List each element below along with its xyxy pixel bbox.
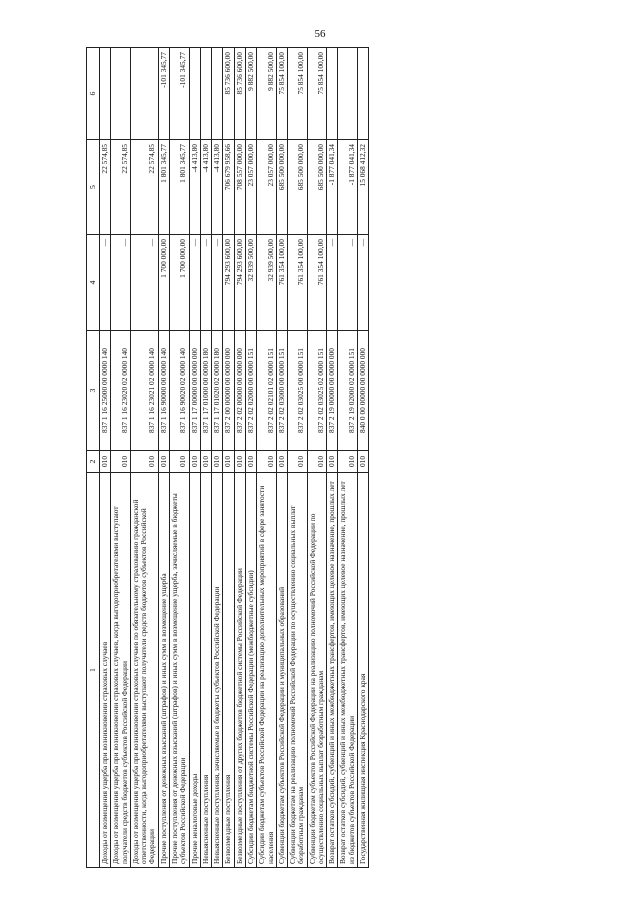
cell-c6: 75 854 100,00 (307, 48, 327, 140)
cell-c5: 22 574,85 (130, 140, 158, 235)
cell-c4: 794 293 600,00 (223, 235, 234, 331)
cell-c5: 706 679 958,66 (223, 140, 234, 235)
cell-name: Доходы от возмещения ущерба при возникновении страховых случаев (100, 473, 111, 868)
table-row (189, 48, 200, 868)
cell-kbk: 837 2 02 03000 00 0000 151 (276, 331, 287, 451)
cell-c5: -4 413,80 (200, 140, 211, 235)
header-cell: 6 (87, 48, 100, 140)
cell-kbk: 837 2 02 03025 00 0000 151 (288, 331, 308, 451)
cell-c6 (200, 48, 211, 140)
cell-code: 010 (212, 451, 223, 473)
cell-c4: — (327, 235, 338, 331)
cell-code: 010 (257, 451, 277, 473)
cell-c4: — (111, 235, 131, 331)
cell-name: Доходы от возмещения ущерба при возникновении страховых случаев, когда выгодоприобретателями выступают получатели средств бюджетов субъектов Российской Федерации (111, 473, 131, 868)
cell-c4: 761 354 100,00 (307, 235, 327, 331)
cell-kbk: 837 2 02 00000 00 0000 000 (234, 331, 245, 451)
cell-kbk: 837 2 02 02101 02 0000 151 (257, 331, 277, 451)
cell-c4: — (189, 235, 200, 331)
header-cell: 3 (87, 331, 100, 451)
cell-c6: 75 854 100,00 (288, 48, 308, 140)
cell-c5: -4 413,80 (189, 140, 200, 235)
cell-c6: 85 736 600,00 (234, 48, 245, 140)
rotated-page (86, 48, 596, 868)
header-cell: 5 (87, 140, 100, 235)
cell-code: 010 (223, 451, 234, 473)
table-row (130, 48, 158, 868)
cell-kbk: 837 2 19 00000 00 0000 000 (327, 331, 338, 451)
table-row (358, 48, 369, 868)
cell-c6 (212, 48, 223, 140)
cell-c6 (327, 48, 338, 140)
cell-name: Доходы от возмещения ущерба при возникновении страховых случаев по обязательному страхованию гражданской ответственности, когда выгодоприобретателями выступают получатели средств бюджетов субъектов Российской Федерации (130, 473, 158, 868)
cell-name: Субсидии бюджетам субъектов Российской Федерации на реализацию дополнительных мероприятий в сфере занятости населения (257, 473, 277, 868)
table-row (288, 48, 308, 868)
cell-kbk: 837 1 17 01000 00 0000 180 (200, 331, 211, 451)
cell-name: Прочие поступления от денежных взысканий (штрафов) и иных сумм в возмещение ущерба (158, 473, 169, 868)
cell-c6: -101 345,77 (158, 48, 169, 140)
cell-c4: 32 939 500,00 (257, 235, 277, 331)
cell-name: Субвенции бюджетам субъектов Российской Федерации и муниципальных образований (276, 473, 287, 868)
cell-c6 (100, 48, 111, 140)
cell-c5: -4 413,80 (212, 140, 223, 235)
cell-c6: -101 345,77 (169, 48, 189, 140)
table-row (212, 48, 223, 868)
cell-kbk: 837 2 00 00000 00 0000 000 (223, 331, 234, 451)
cell-c4: — (212, 235, 223, 331)
cell-kbk: 840 0 00 00000 00 0000 000 (358, 331, 369, 451)
cell-c4: — (358, 235, 369, 331)
cell-c5: -1 877 041,34 (338, 140, 358, 235)
cell-c5: 15 068 412,32 (358, 140, 369, 235)
table-row (223, 48, 234, 868)
cell-c6 (130, 48, 158, 140)
header-cell: 4 (87, 235, 100, 331)
cell-c5: 1 801 345,77 (169, 140, 189, 235)
cell-c5: 23 057 000,00 (245, 140, 256, 235)
cell-code: 010 (288, 451, 308, 473)
cell-c6 (338, 48, 358, 140)
cell-c6: 75 854 100,00 (276, 48, 287, 140)
header-cell: 1 (87, 473, 100, 868)
cell-code: 010 (200, 451, 211, 473)
cell-c4: 794 293 600,00 (234, 235, 245, 331)
cell-c5: 23 057 000,00 (257, 140, 277, 235)
cell-name: Невыясненные поступления (200, 473, 211, 868)
table-row (100, 48, 111, 868)
table-row (111, 48, 131, 868)
cell-c5: 685 500 000,00 (307, 140, 327, 235)
cell-code: 010 (130, 451, 158, 473)
table-row (169, 48, 189, 868)
table-row (158, 48, 169, 868)
cell-name: Прочие неналоговые доходы (189, 473, 200, 868)
cell-c6: 85 736 600,00 (223, 48, 234, 140)
header-cell: 2 (87, 451, 100, 473)
table-row (257, 48, 277, 868)
cell-name: Субвенции бюджетам на реализацию полномочий Российской Федерации по осуществлению социальных выплат безработным гражданам (288, 473, 308, 868)
cell-kbk: 837 2 02 02000 00 0000 151 (245, 331, 256, 451)
cell-kbk: 837 1 17 00000 00 0000 000 (189, 331, 200, 451)
cell-kbk: 837 2 02 03025 02 0000 151 (307, 331, 327, 451)
cell-c4: — (338, 235, 358, 331)
cell-code: 010 (327, 451, 338, 473)
cell-kbk: 837 2 19 02000 02 0000 151 (338, 331, 358, 451)
cell-name: Возврат остатков субсидий, субвенций и иных межбюджетных трансфертов, имеющих целевое назначение, прошлых лет (327, 473, 338, 868)
cell-kbk: 837 1 16 23021 02 0000 140 (130, 331, 158, 451)
cell-c4: — (130, 235, 158, 331)
cell-code: 010 (158, 451, 169, 473)
cell-c6 (358, 48, 369, 140)
cell-kbk: 837 1 16 90020 02 0000 140 (169, 331, 189, 451)
cell-c5: 685 500 000,00 (276, 140, 287, 235)
revenue-table (86, 47, 369, 868)
cell-c6: 9 882 500,00 (245, 48, 256, 140)
cell-c4: 761 354 100,00 (288, 235, 308, 331)
cell-c6 (111, 48, 131, 140)
cell-c4: — (100, 235, 111, 331)
cell-name: Субсидии бюджетам бюджетной системы Российской Федерации (межбюджетные субсидии) (245, 473, 256, 868)
cell-c4: 1 700 000,00 (169, 235, 189, 331)
cell-c4: 32 939 500,00 (245, 235, 256, 331)
cell-c5: 1 801 345,77 (158, 140, 169, 235)
cell-code: 010 (169, 451, 189, 473)
cell-name: Безвозмездные поступления от других бюджетов бюджетной системы Российской Федерации (234, 473, 245, 868)
cell-kbk: 837 1 16 23020 02 0000 140 (111, 331, 131, 451)
cell-name: Субвенции бюджетам субъектов Российской Федерации на реализацию полномочий Российской Федерации по осуществлению социальных выплат безработным гражданам (307, 473, 327, 868)
cell-name: Безвозмездные поступления (223, 473, 234, 868)
cell-kbk: 837 1 16 90000 00 0000 140 (158, 331, 169, 451)
table-row (338, 48, 358, 868)
cell-c4: — (200, 235, 211, 331)
cell-kbk: 837 1 16 25000 00 0000 140 (100, 331, 111, 451)
cell-code: 010 (111, 451, 131, 473)
table-row (307, 48, 327, 868)
cell-code: 010 (245, 451, 256, 473)
cell-code: 010 (100, 451, 111, 473)
cell-name: Возврат остатков субсидий, субвенций и иных межбюджетных трансфертов, имеющих целевое назначение, прошлых лет из бюджетов субъектов Российской Федерации (338, 473, 358, 868)
table-row (234, 48, 245, 868)
cell-code: 010 (358, 451, 369, 473)
table-row (200, 48, 211, 868)
cell-code: 010 (189, 451, 200, 473)
cell-code: 010 (234, 451, 245, 473)
page-number: 56 (314, 28, 326, 40)
cell-name: Государственная жилищная инспекция Краснодарского края (358, 473, 369, 868)
cell-c5: 22 574,85 (100, 140, 111, 235)
cell-kbk: 837 1 17 01020 02 0000 180 (212, 331, 223, 451)
cell-c4: 761 354 100,00 (276, 235, 287, 331)
cell-code: 010 (307, 451, 327, 473)
cell-name: Прочие поступления от денежных взысканий (штрафов) и иных сумм в возмещение ущерба, зачисляемые в бюджеты субъектов Российской Федерации (169, 473, 189, 868)
cell-code: 010 (276, 451, 287, 473)
cell-c6 (189, 48, 200, 140)
table-row (245, 48, 256, 868)
table-row (327, 48, 338, 868)
cell-c5: -1 877 041,34 (327, 140, 338, 235)
cell-name: Невыясненные поступления, зачисляемые в бюджеты субъектов Российской Федерации (212, 473, 223, 868)
cell-c5: 22 574,85 (111, 140, 131, 235)
cell-c5: 708 557 000,00 (234, 140, 245, 235)
cell-c5: 685 500 000,00 (288, 140, 308, 235)
cell-c6: 9 882 500,00 (257, 48, 277, 140)
cell-code: 010 (338, 451, 358, 473)
header-row (87, 48, 100, 868)
cell-c4: 1 700 000,00 (158, 235, 169, 331)
table-row (276, 48, 287, 868)
